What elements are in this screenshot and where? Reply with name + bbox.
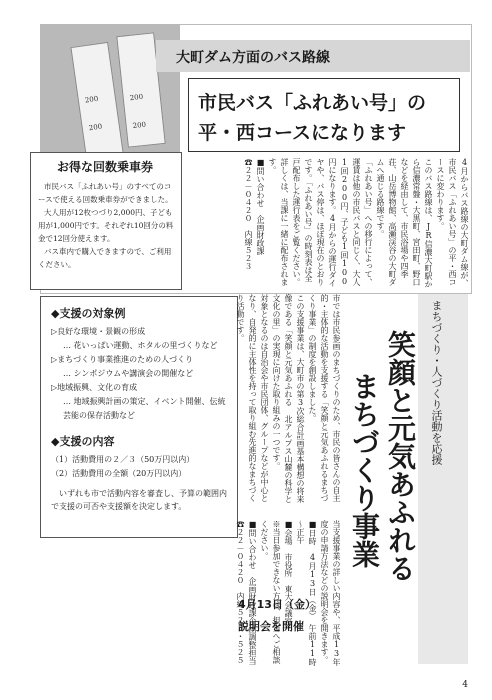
ticket-number: 200 [132,120,147,131]
article-paragraph: 市では市民参画のまちづくりのため、市民の皆さんの自主的・主体的な活動を支援する「笑顔と元気あふれるまちづくり事業」の制度を創設しました。 [308,294,341,502]
event-date: 4月13日（金） [238,598,316,611]
headline-line-1: 市民バス「ふれあい号」の [198,92,427,114]
support-content-item: （1）活動費用の２／３（50万円以内） [51,455,195,464]
ticket-paragraph: バス車内で購入できますので、ご利用ください。 [38,247,172,269]
date-line: ■日時 4月13日（金） 午前11時～正午 [296,520,317,666]
support-item-detail: … 地域振興計画の策定、イベント開催、伝統芸能の保存活動など [63,397,226,420]
venue-line: ■会場 市役所 東大会議室 [284,520,293,625]
main-article-body [234,294,342,504]
support-content-title: ◆支援の内容 [51,435,115,448]
support-target-title: ◆支援の対象例 [51,307,126,320]
support-content-item: （2）活動費用の全額（20万円以内） [51,469,187,478]
support-item: ▷まちづくり事業推進のための人づくり [51,355,194,364]
sidebar-subtitle: まちづくり・人づくり活動を応援 [430,300,443,465]
support-info-box [40,296,238,538]
ticket-image [70,42,123,154]
contact-line: ■問い合わせ 企画財政課 [256,158,265,255]
phone-line: ☎２２－０４２０ 内線５２３・５２５ [236,520,245,664]
main-headline-line-2: まちづくり事業 [348,372,381,568]
ticket-box-body [38,180,174,271]
note-line: ※当日参加できない方は、担当へご相談ください。 [260,520,281,664]
article-paragraph: 対象となるのは自治会や市民団体、グループなどが中心となり、自発的に主体性を持って取り組む先進的なまちづくり活動です。 [236,294,269,502]
support-item-detail: … 花いっぱい運動、ホタルの里づくりなど [63,341,218,350]
top-article-body [242,158,470,288]
article-paragraph: 4月からバス路線の大町ダム線が、市民バス「ふれあい号」の平・西コースに変わります。 [436,158,469,287]
page-number: 4 [462,680,468,690]
support-item-detail: … シンポジウムや講演会の開催など [63,369,194,378]
article-paragraph: 詳しくは、当課に一緒に配布されます。 [268,158,289,286]
support-item: ▷地域振興、文化の育成 [51,383,138,392]
ticket-box-title: お得な回数乗車券 [56,160,153,174]
event-label: 説明会を開催 [238,620,304,633]
phone-line: ☎２２－０４２０ 内線５２３ [244,158,253,270]
event-callout [238,596,338,636]
headline-line-2: 平・西コースになります [198,122,407,144]
ticket-paragraph: 大人用が12枚つづり2,000円、子ども用が1,000円です。それぞれ10回分の料金で12回分使えます。 [38,208,174,243]
article-paragraph: 当支援事業の詳しい内容や、平成13年度の申請方法などの説明会を開きます。 [320,520,341,666]
ticket-number: 200 [84,94,99,105]
main-headline-line-1: 笑顔と元気あふれる [384,330,417,582]
support-note: いずれも市で活動内容を審査し、予算の範囲内で支援の可否や支援額を決定します。 [51,489,227,511]
article-paragraph: このバス路線は、JR信濃大町駅から信濃常盤・大黒町、宮田町、野口などを経由して、市民浴場や四季荘、山岳博物館、高瀬渓谷の大町ダムへ通じる路線です。 [376,158,433,288]
support-item: ▷良好な環境・景観の形成 [51,327,146,336]
contact-line: ■問い合わせ 企画財政課企画調整担当 [248,520,257,665]
ticket-paragraph: 市民バス「ふれあい号」のすべてのコースで使える回数乗車券ができました。 [38,182,173,204]
ticket-number: 200 [88,122,103,133]
article-paragraph: この支援事業は、大町市の第3次総合計画基本構想の将来像である「笑顔と元気あふれる 北アルプス山麓の科学と文化の里」の実現に向けた取り組みの一つです。 [272,294,305,503]
banner-title: 大町ダム方面のバス路線 [176,50,330,66]
briefing-details [234,520,342,670]
ticket-number: 200 [129,92,144,103]
article-paragraph: 「ふれあい号」への移行によって、運賃は他の市民バスと同じく、大人1回200円、子ども1回100円になります。4月からの運行ダイヤや、バス停は、ほぼ現在のとおりです。「ふれあい号」の時刻表は全戸配布した運行表をご覧ください。 [292,158,373,287]
